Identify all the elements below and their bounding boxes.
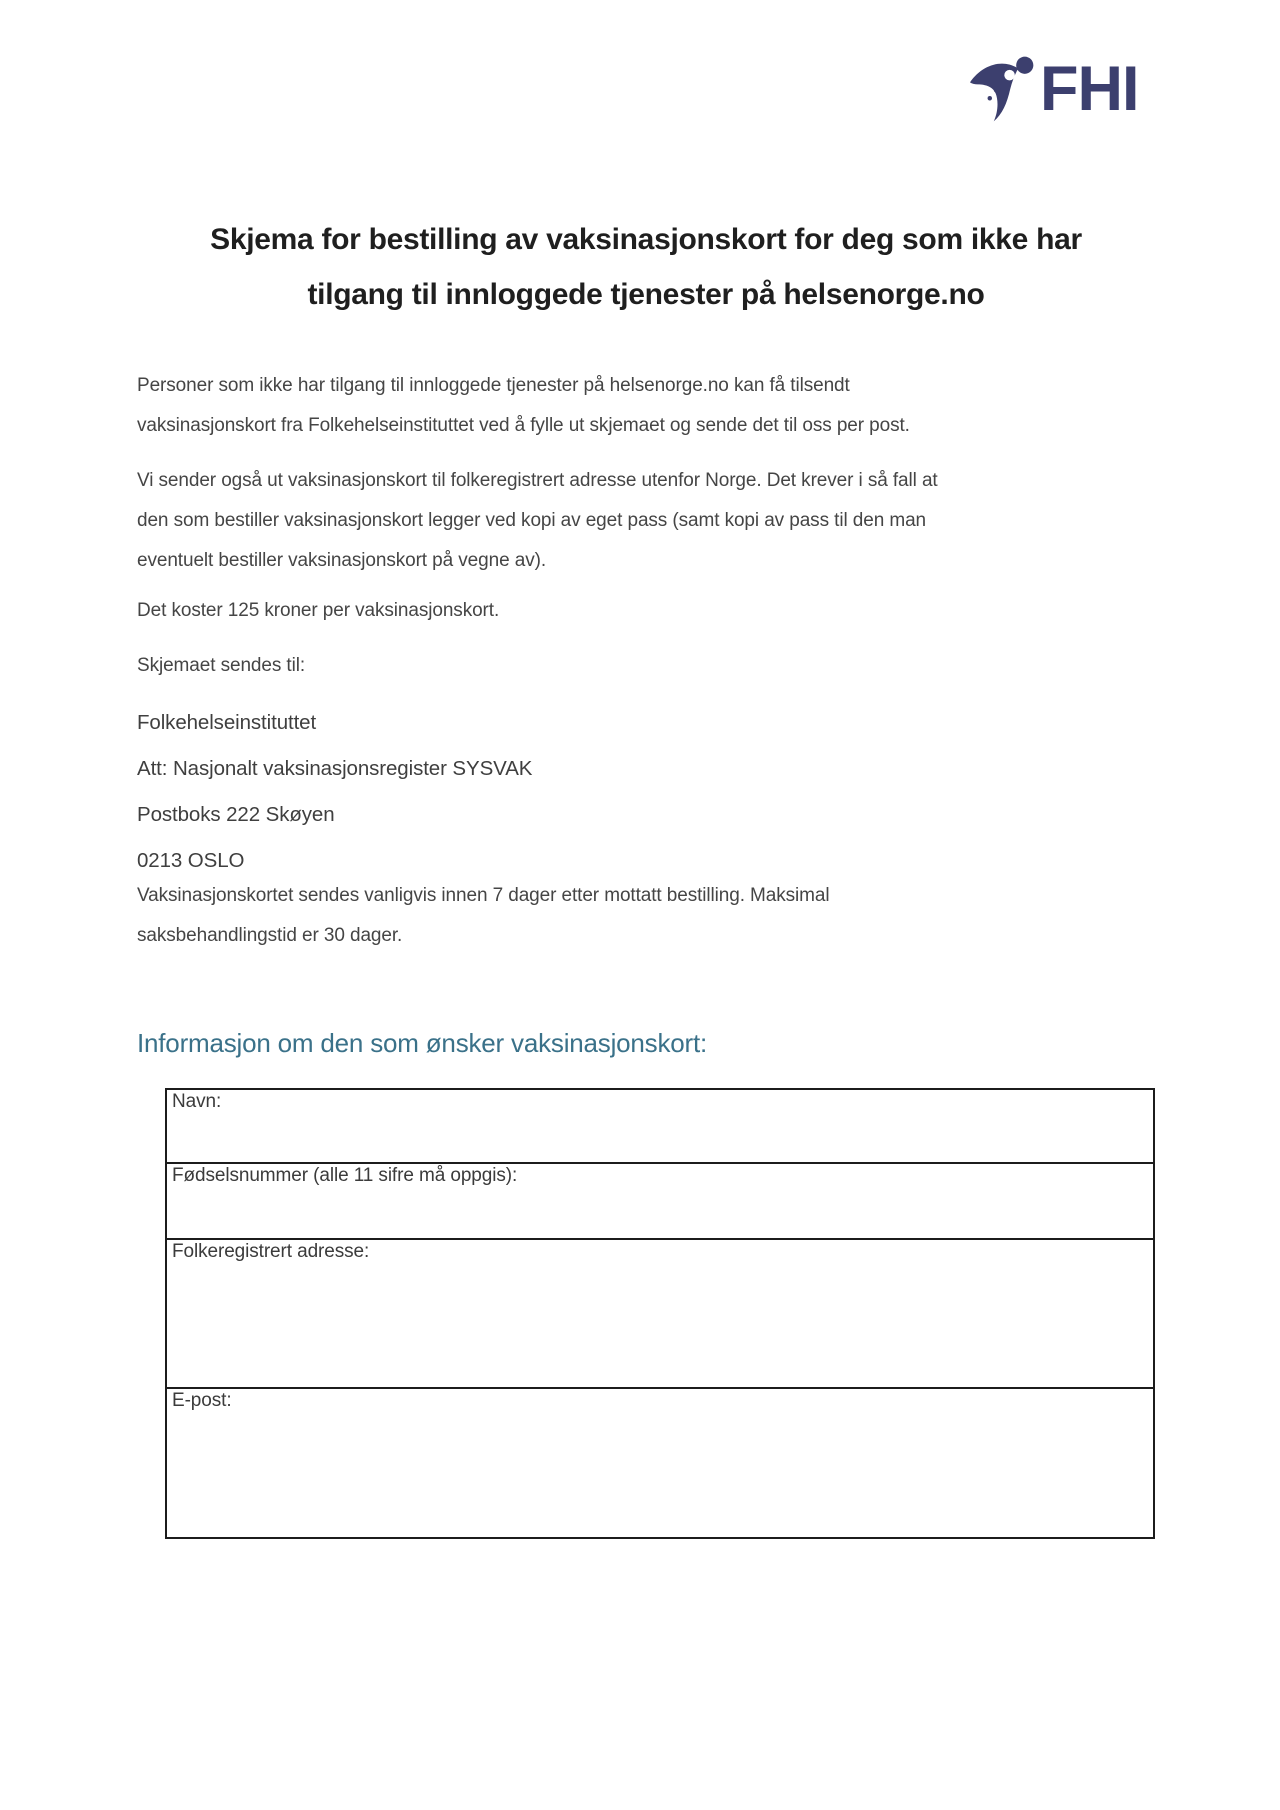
- paragraph-line: saksbehandlingstid er 30 dager.: [137, 925, 403, 946]
- passport-copy-paragraph: [137, 461, 1037, 581]
- paragraph-line: Skjemaet sendes til:: [137, 655, 306, 676]
- paragraph-line: Det koster 125 kroner per vaksinasjonskort.: [137, 600, 500, 621]
- address-line-city: 0213 OSLO: [137, 849, 245, 872]
- paragraph-line: Vi sender også ut vaksinasjonskort til folkeregistrert adresse utenfor Norge. Det krever i så fall at: [137, 470, 938, 491]
- fhi-logo-wordmark: FHI: [1040, 54, 1139, 124]
- price-paragraph: [137, 591, 1037, 631]
- applicant-info-table: [165, 1088, 1155, 1539]
- intro-paragraph: [137, 366, 1037, 446]
- address-line-attention: Att: Nasjonalt vaksinasjonsregister SYSVAK: [137, 757, 533, 780]
- email-field-label: E-post:: [172, 1390, 232, 1411]
- address-line-postbox: Postboks 222 Skøyen: [137, 803, 335, 826]
- national-id-field-label: Fødselsnummer (alle 11 sifre må oppgis):: [172, 1165, 518, 1186]
- send-to-paragraph: [137, 646, 1037, 686]
- title-line-2: tilgang til innloggede tjenester på helsenorge.no: [307, 278, 985, 311]
- form-row-registered-address: [166, 1239, 1154, 1388]
- fhi-logo-icon: [968, 54, 1034, 124]
- fhi-logo: [968, 54, 1138, 124]
- paragraph-line: den som bestiller vaksinasjonskort legger ved kopi av eget pass (samt kopi av pass til den man: [137, 510, 926, 531]
- mailing-address: [137, 700, 1037, 884]
- document-title: [137, 212, 1155, 322]
- national-id-field-cell[interactable]: [166, 1163, 1154, 1239]
- name-field-label: Navn:: [172, 1091, 222, 1112]
- title-line-1: Skjema for bestilling av vaksinasjonskort for deg som ikke har: [210, 223, 1082, 256]
- paragraph-line: eventuelt bestiller vaksinasjonskort på vegne av).: [137, 550, 547, 571]
- paragraph-line: Personer som ikke har tilgang til innloggede tjenester på helsenorge.no kan få tilsendt: [137, 375, 850, 396]
- registered-address-field-cell[interactable]: [166, 1239, 1154, 1388]
- processing-time-paragraph: [137, 876, 1037, 956]
- section-heading: Informasjon om den som ønsker vaksinasjonskort:: [137, 1028, 708, 1058]
- form-row-national-id: [166, 1163, 1154, 1239]
- form-row-name: [166, 1089, 1154, 1163]
- registered-address-field-label: Folkeregistrert adresse:: [172, 1241, 370, 1262]
- paragraph-line: Vaksinasjonskortet sendes vanligvis innen 7 dager etter mottatt bestilling. Maksimal: [137, 885, 830, 906]
- paragraph-line: vaksinasjonskort fra Folkehelseinstituttet ved å fylle ut skjemaet og sende det til oss per post.: [137, 415, 910, 436]
- address-line-organization: Folkehelseinstituttet: [137, 711, 317, 734]
- email-field-cell[interactable]: [166, 1388, 1154, 1538]
- form-row-email: [166, 1388, 1154, 1538]
- name-field-cell[interactable]: [166, 1089, 1154, 1163]
